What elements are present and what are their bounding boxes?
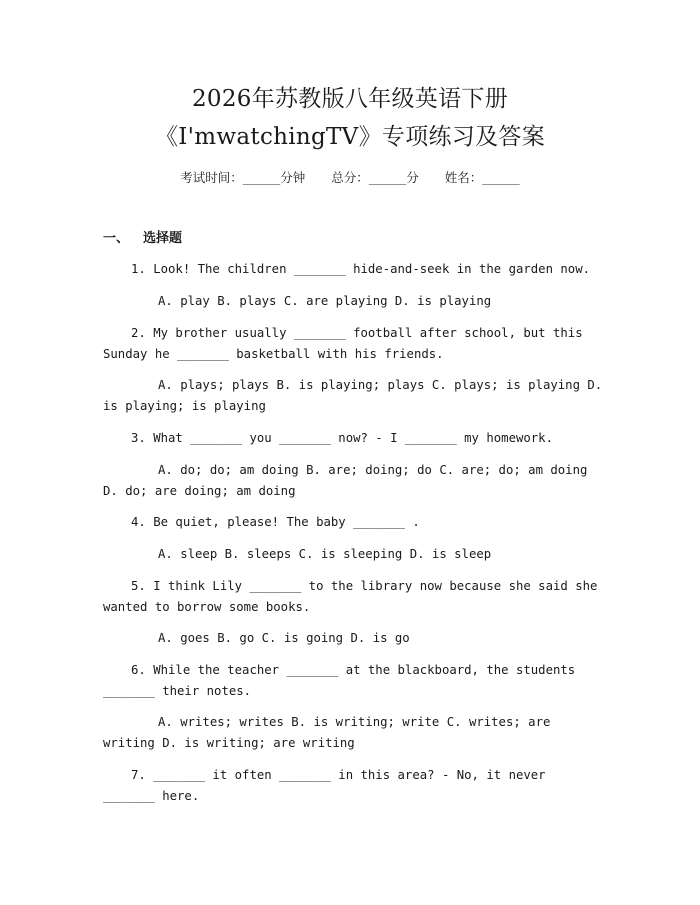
question-5: 5. I think Lily _______ to the library now because she said she wanted to borrow some books. — [103, 579, 598, 614]
name-field: 姓名：______ — [444, 170, 520, 185]
section-heading — [103, 229, 182, 249]
question-1-options: A. play B. plays C. are playing D. is playing — [158, 294, 492, 308]
question-3-options: A. do; do; am doing B. are; doing; do C. are; do; am doing D. do; are doing; am doing — [103, 463, 588, 498]
section-number: 一、 — [103, 231, 130, 246]
page-title-line2: 《I'mwatchingTV》专项练习及答案 — [155, 124, 545, 150]
question-4: 4. Be quiet, please! The baby _______ . — [131, 515, 420, 529]
question-5-options: A. goes B. go C. is going D. is go — [158, 631, 410, 645]
question-6-options: A. writes; writes B. is writing; write C. writes; are writing D. is writing; are writing — [103, 715, 551, 750]
question-2: 2. My brother usually _______ football after school, but this Sunday he _______ basketball with his friends. — [103, 326, 583, 361]
exam-meta — [0, 168, 700, 188]
question-6: 6. While the teacher _______ at the blackboard, the students _______ their notes. — [103, 663, 576, 698]
total-score-field: 总分：______分 — [331, 170, 419, 185]
section-title: 选择题 — [143, 231, 183, 246]
question-1: 1. Look! The children _______ hide-and-seek in the garden now. — [131, 262, 591, 276]
question-3: 3. What _______ you _______ now? - I _______ my homework. — [131, 431, 553, 445]
exam-time-field: 考试时间：______分钟 — [180, 170, 306, 185]
question-7: 7. _______ it often _______ in this area? - No, it never _______ here. — [103, 768, 546, 803]
question-4-options: A. sleep B. sleeps C. is sleeping D. is sleep — [158, 547, 492, 561]
question-2-options: A. plays; plays B. is playing; plays C. plays; is playing D. is playing; is playing — [103, 378, 603, 413]
page-title-line1: 2026年苏教版八年级英语下册 — [191, 86, 509, 112]
